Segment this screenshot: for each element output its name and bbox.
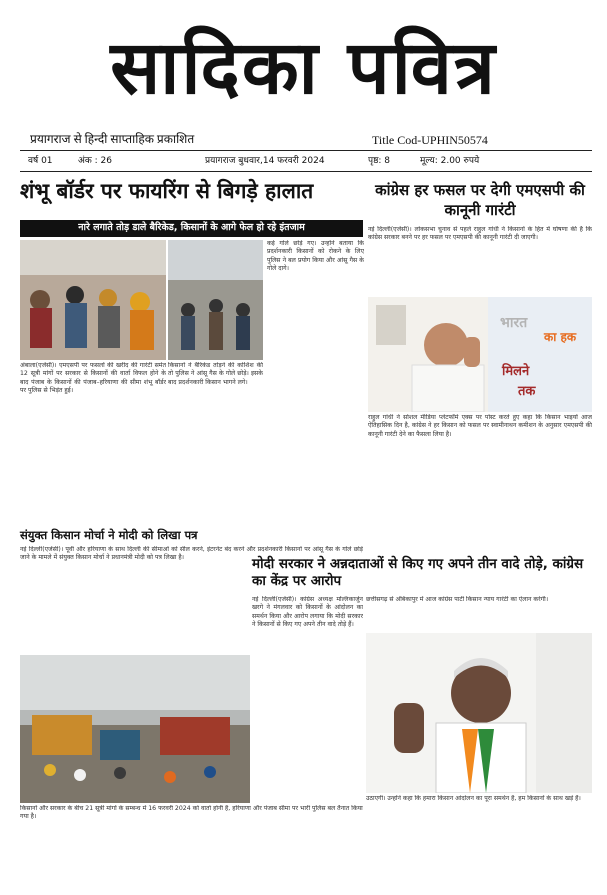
story2-continuation (368, 414, 592, 526)
title-code: Title Cod-UPHIN50574 (372, 133, 488, 147)
story1-body-b: कई गोले छोड़े गए। उन्होंने बताया कि प्रदर्शनकारी किसानों को रोकने के लिए पुलिस ने बल प्रयोग किया और आंसू गैस के गोले दागे। (267, 240, 364, 273)
story1-column-2 (168, 362, 263, 526)
story2-body: नई दिल्ली(एजेंसी)। लोकसभा चुनाव से पहले राहुल गांधी ने किसानों के हित में घोषणा की है कि कांग्रेस सरकार बनने पर हर फसल पर एमएसपी की कानूनी गारंटी दी जाएगी। (368, 226, 592, 242)
story4-column-1 (252, 596, 363, 863)
issue-date: प्रयागराज बुधवार,14 फरवरी 2024 (205, 156, 325, 166)
story4-headline: मोदी सरकार ने अन्नदाताओं से किए गए अपने तीन वादे तोड़े, कांग्रेस का केंद्र पर आरोप (252, 556, 584, 589)
story1-headline: शंभू बॉर्डर पर फायरिंग से बिगड़े हालात (20, 179, 314, 203)
story4-caption (366, 795, 592, 863)
issue-number: अंक : 26 (78, 156, 112, 166)
story4-caption-text: उठाएगी। उन्होंने कहा कि हमारा किसान आंदोलन का पूरा समर्थन है, हम किसानों के साथ खड़े हैं। (366, 795, 581, 802)
kharge-photo (366, 633, 592, 793)
masthead-subtitle: प्रयागराज से हिन्दी साप्ताहिक प्रकाशित (30, 132, 195, 146)
story3-headline: संयुक्त किसान मोर्चा ने मोदी को लिखा पत्र (20, 528, 198, 542)
masthead (0, 0, 607, 128)
issue-year: वर्ष 01 (28, 156, 53, 166)
story3-caption-text: किसानों और सरकार के बीच 21 सूत्री मांगों के सम्बन्ध में 16 फरवरी 2024 को वार्ता होनी है, हरियाणा और पंजाब सीमा पर भारी पुलिस बल तैनात किया गया है। (20, 805, 363, 821)
farmers-protest-photo (20, 240, 166, 360)
tractor-march-photo (20, 655, 250, 803)
svg-text:भारत: भारत (500, 315, 528, 331)
story4-body-b: छत्तीसगढ़ से अंबिकापुर में आज कांग्रेस पार्टी किसान न्याय गारंटी का ऐलान करेगी। (366, 596, 549, 603)
story2-headline: कांग्रेस हर फसल पर देगी एमएसपी की कानूनी गारंटी (375, 181, 585, 219)
kharge-image (366, 633, 592, 793)
price: मूल्य: 2.00 रुपये (420, 156, 480, 166)
svg-text:मिलने: मिलने (502, 364, 530, 379)
svg-text:तक: तक (518, 384, 536, 399)
svg-text:का हक: का हक (544, 330, 577, 344)
story1-intro: अंबाला(एजेंसी)। एमएसपी पर फसलों की खरीद की गारंटी समेत 12 सूत्री मांगों पर सरकार से किसानों की वार्ता विफल होने के बाद पंजाब के किसानों की पंजाब–हरियाणा की सीमा शंभू बॉर्डर पर पुलिस से भिड़ंत हुई। (20, 362, 166, 395)
farmers-protest-image (20, 240, 166, 360)
story1-strap: नारे लगाते तोड़ डाले बैरिकेड, किसानों के आगे फेल हो रहे इंतजाम (20, 220, 363, 237)
tractor-march-image (20, 655, 250, 803)
newspaper-title: सादिका पवित्र (110, 25, 497, 111)
story4-column-2 (366, 596, 592, 630)
story3-body-text: नई दिल्ली(एजेंसी)। पूर्वी और हरियाणा के साथ दिल्ली की सीमाओं को सील करने, इंटरनेट बंद करने और प्रदर्शनकारी किसानों पर आंसू गैस के गोले छोड़े जाने के मामले में संयुक्त किसान मोर्चा ने प्रधानमंत्री मोदी को पत्र लिखा है। (20, 546, 363, 562)
story4-body: नई दिल्ली(एजेंसी)। कांग्रेस अध्यक्ष मल्लिकार्जुन खरगे ने मंगलवार को किसानों के आंदोलन का समर्थन किया और आरोप लगाया कि मोदी सरकार ने किसानों से किए गए अपने तीन वादे तोड़े हैं। (252, 596, 363, 629)
story1-column-3 (267, 240, 364, 526)
story1-body-a: किसानों ने बैरिकेड तोड़ने की कोशिश की तो पुलिस ने आंसू गैस के गोले छोड़े। इसके बाद प्रदर्शनकारी किसान भागने लगे। (168, 362, 263, 386)
page-count: पृष्ठ: 8 (368, 156, 391, 166)
rahul-gandhi-image (368, 297, 592, 412)
story1-column-1 (20, 362, 166, 526)
police-barricade-photo (168, 240, 263, 360)
story2-body-b: राहुल गांधी ने सोशल मीडिया प्लेटफॉर्म एक्स पर पोस्ट करते हुए कहा कि किसान भाइयों आज ऐतिहासिक दिन है, कांग्रेस ने हर किसान को फसल पर स्वामीनाथन कमीशन के अनुसार एमएसपी की कानूनी गारंटी देने का फैसला लिया है। (368, 414, 592, 438)
story2-lead (368, 226, 592, 294)
rahul-gandhi-photo (368, 297, 592, 412)
issue-info-bar (20, 150, 592, 172)
police-barricade-image (168, 240, 263, 360)
